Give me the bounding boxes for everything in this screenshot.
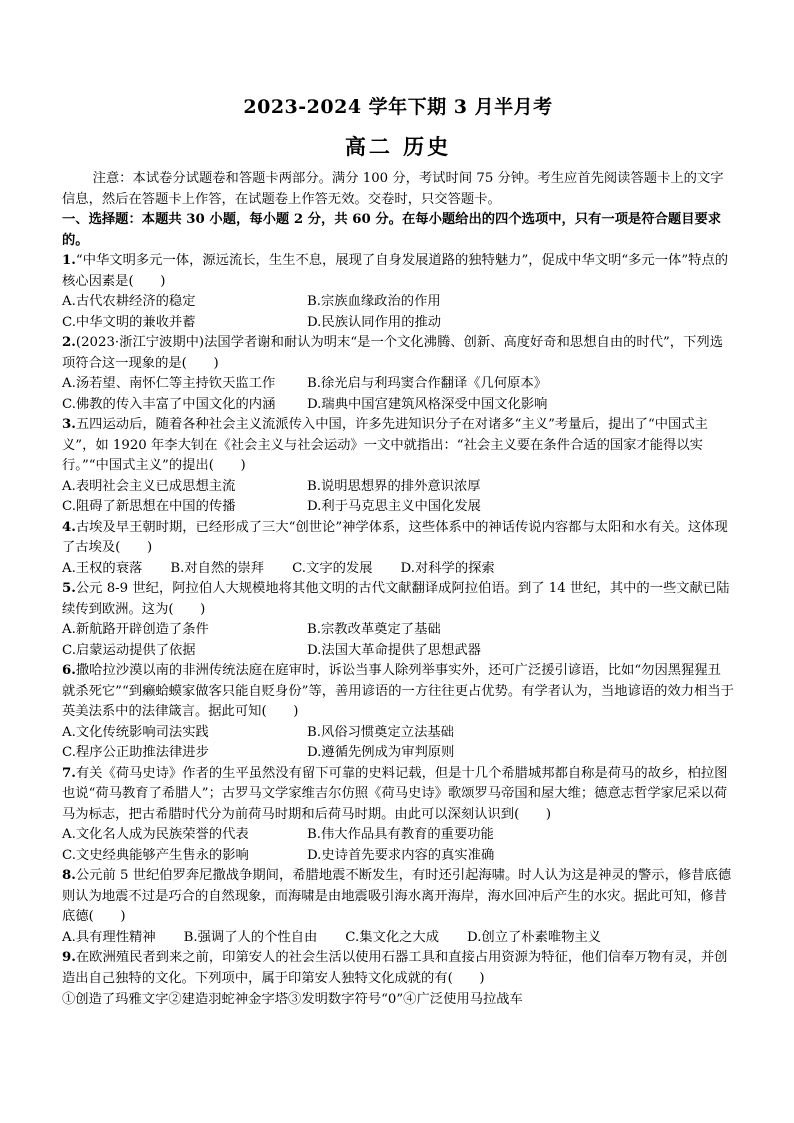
option-b: B.徐光启与利玛窦合作翻译《几何原本》 <box>307 376 548 391</box>
question-8 <box>62 866 734 928</box>
option-d: D.法国大革命提供了思想武器 <box>307 642 481 658</box>
option-b: B.伟大作品具有教育的重要功能 <box>307 827 494 842</box>
question-7-options <box>62 825 734 866</box>
option-c: C.集文化之大成 <box>345 929 440 945</box>
option-a: A.汤若望、南怀仁等主持钦天监工作 <box>62 376 276 391</box>
option-b: B.对自然的崇拜 <box>170 560 265 576</box>
question-5-options <box>62 620 734 661</box>
option-d: D.史诗首先要求内容的真实准确 <box>307 847 495 863</box>
question-stem: (2023·浙江宁波期中)法国学者谢和耐认为明末“是一个文化沸腾、创新、高度好奇和思想自由的时代”，下列选项符合这一现象的是( ) <box>62 335 723 371</box>
question-number: 7. <box>62 765 76 781</box>
question-2 <box>62 333 734 374</box>
option-b: B.宗教改革奠定了基础 <box>307 622 441 637</box>
option-d: D.对科学的探索 <box>400 560 495 576</box>
question-4-options <box>62 559 734 580</box>
question-5 <box>62 579 734 620</box>
question-number: 2. <box>62 335 76 350</box>
option-d: D.瑞典中国宫建筑风格深受中国文化影响 <box>307 396 548 412</box>
section-heading: 一、选择题：本题共 30 小题，每小题 2 分，共 60 分。在每小题给出的四个选项中，只有一项是符合题目要求的。 <box>62 212 722 248</box>
option-b: B.宗族血缘政治的作用 <box>307 294 441 309</box>
question-stem: “中华文明多元一体，源远流长，生生不息，展现了自身发展道路的独特魅力”，促成中华文明“多元一体”特点的核心因素是( ) <box>62 253 729 289</box>
question-6 <box>62 661 734 723</box>
question-1-options <box>62 292 734 333</box>
exam-page <box>62 92 734 1010</box>
option-c: C.中华文明的兼收并蓄 <box>62 314 196 330</box>
option-a: A.王权的衰落 <box>62 560 143 576</box>
question-number: 6. <box>62 663 76 678</box>
option-d: D.创立了朴素唯物主义 <box>467 929 602 945</box>
question-number: 8. <box>62 868 76 883</box>
exam-subject: 高二 历史 <box>344 134 452 159</box>
option-b: B.说明思想界的排外意识浓厚 <box>307 478 481 494</box>
option-b: B.强调了人的个性自由 <box>183 929 318 945</box>
option-d: D.民族认同作用的推动 <box>307 314 442 330</box>
question-number: 3. <box>62 417 76 432</box>
question-4 <box>62 518 734 559</box>
question-2-options <box>62 374 734 415</box>
question-stem: 公元 8-9 世纪，阿拉伯人大规模地将其他文明的古代文献翻译成阿拉伯语。到了 14 世纪，其中的一些文献已陆续传到欧洲。这为( ) <box>62 581 730 617</box>
option-a: A.具有理性精神 <box>62 929 156 945</box>
question-3-options <box>62 477 734 518</box>
option-d: D.利于马克思主义中国化发展 <box>307 499 481 514</box>
question-6-options <box>62 723 734 764</box>
question-3 <box>62 415 734 477</box>
question-stem: 在欧洲殖民者到来之前，印第安人的社会生活以使用石器工具和直接占用资源为特征，他们信奉万物有灵，并创造出自己独特的文化。下列项中，属于印第安人独特文化成就的有( ) <box>62 950 728 986</box>
exam-notice: 注意：本试卷分试题卷和答题卡两部分。满分 100 分，考试时间 75 分钟。考生应首先阅读答题卡上的文字信息，然后在答题卡上作答，在试题卷上作答无效。交卷时，只交答题卡。 <box>62 171 724 207</box>
question-1 <box>62 251 734 292</box>
question-number: 1. <box>62 253 76 268</box>
exam-title: 2023-2024 学年下期 3 月半月考 <box>243 96 553 118</box>
option-d: D.遵循先例成为审判原则 <box>307 745 455 760</box>
question-8-options <box>62 928 734 949</box>
option-c: C.启蒙运动提供了依据 <box>62 642 196 658</box>
question-number: 4. <box>62 519 76 535</box>
option-c: C.文字的发展 <box>292 560 373 576</box>
option-c: C.阻碍了新思想在中国的传播 <box>62 499 236 514</box>
question-stem: 古埃及早王朝时期，已经形成了三大“创世论”神学体系，这些体系中的神话传说内容都与太阳和水有关。这体现了古埃及( ) <box>62 519 728 555</box>
question-7 <box>62 764 734 826</box>
option-c: C.程序公正助推法律进步 <box>62 745 209 760</box>
question-stem: 五四运动后，随着各种社会主义流派传入中国，许多先进知识分子在对诸多“主义”考量后，提出了“中国式主义”，如 1920 年李大钊在《社会主义与社会运动》一文中就指出：“社会主义要在条件合适的国家才能得以实行。”“中国式主义”的提出( ) <box>62 417 708 473</box>
option-a: A.新航路开辟创造了条件 <box>62 622 209 637</box>
option-c: C.文史经典能够产生售永的影响 <box>62 847 249 863</box>
option-a: A.文化名人成为民族荣誉的代表 <box>62 827 249 842</box>
question-9-statements: ①创造了玛雅文字②建造羽蛇神金字塔③发明数字符号“0”④广泛使用马拉战车 <box>62 992 523 1007</box>
question-stem: 公元前 5 世纪伯罗奔尼撒战争期间，希腊地震不断发生，有时还引起海啸。时人认为这是神灵的警示，修昔底德则认为地震不过是巧合的自然现象，而海啸是由地震吸引海水离开海岸，海水回冲后产生的水灾。据此可知，修昔底德( ) <box>62 868 732 924</box>
question-number: 9. <box>62 950 76 965</box>
option-a: A.古代农耕经济的稳定 <box>62 294 196 309</box>
option-c: C.佛教的传入丰富了中国文化的内涵 <box>62 396 276 412</box>
question-9 <box>62 948 734 989</box>
question-stem: 有关《荷马史诗》作者的生平虽然没有留下可靠的史料记载，但是十几个希腊城邦都自称是荷马的故乡，柏拉图也说“荷马教育了希腊人”；古罗马文学家维吉尔仿照《荷马史诗》歌颂罗马帝国和屋大维；德意志哲学家尼采以荷马为标志，把古希腊时代分为前荷马时期和后荷马时期。由此可以深刻认识到( ) <box>62 765 728 822</box>
option-a: A.文化传统影响司法实践 <box>62 724 209 740</box>
question-stem: 撒哈拉沙漠以南的非洲传统法庭在庭审时，诉讼当事人除列举事实外，还可广泛援引谚语，比如“勿因黑猩猩丑就杀死它”“到癞蛤蟆家做客只能自贬身份”等，善用谚语的一方往往更占优势。有学者认为，当地谚语的效力相当于英美法系中的法律箴言。据此可知( ) <box>62 663 734 719</box>
option-b: B.风俗习惯奠定立法基础 <box>307 724 454 740</box>
option-a: A.表明社会主义已成思想主流 <box>62 478 236 494</box>
question-number: 5. <box>62 581 76 596</box>
